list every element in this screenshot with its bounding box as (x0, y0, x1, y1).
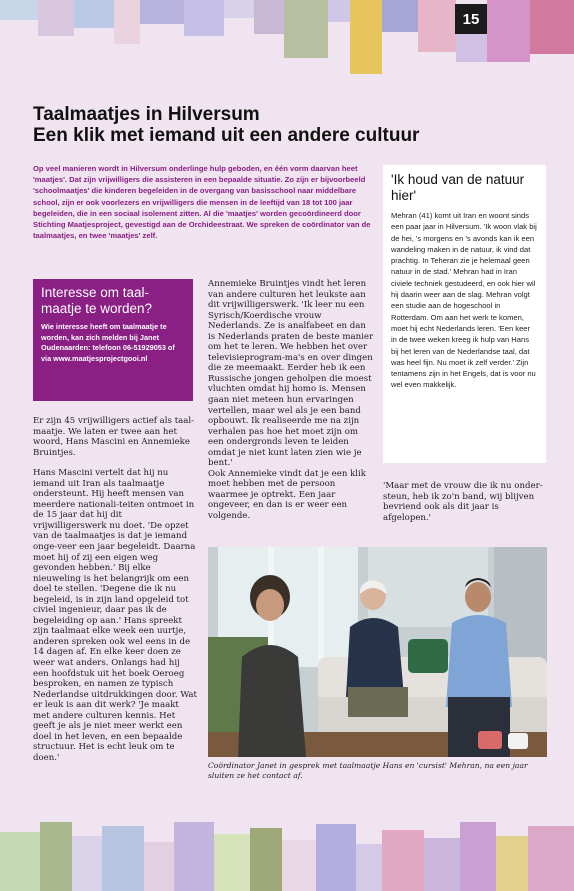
info-box-heading: Interesse om taal-maatje te worden? (41, 285, 153, 316)
quote-box-heading: 'Ik houd van de natuur hier' (391, 172, 525, 203)
photo-caption: Coördinator Janet in gesprek met taalmaatje Hans en 'cursist' Mehran, na een jaar sluiten ze het contact af. (208, 761, 528, 781)
info-box (33, 279, 193, 401)
column-middle (208, 279, 375, 522)
column-middle-paragraph-2: Ook Annemieke vindt dat je een klik moet hebben met de persoon waarmee je optrekt. Een jaar ongeveer, en dan is er weer een volgende. (208, 468, 366, 522)
photo-illustration (208, 547, 547, 757)
top-color-band (0, 0, 574, 74)
column-right (383, 481, 546, 523)
column-left-paragraph-2: Hans Mascini vertelt dat hij nu iemand uit Iran als taalmaatje ondersteunt. Hij heeft mensen van meerdere nationali-teiten ontmoet in de 15 jaar dat hij dit vrijwilligerswerk nu doet. 'De opzet van de taalmaatjes is dat je iemand onge-veer een jaar begeleidt. Daarna moet hij of zij een eigen weg gevonden hebben.' Bij elke nieuweling is het belangrijk om een doel te stellen. 'Degene die ik nu begeleid, is in zijn land opgeleid tot civiel ingenieur, daar pas ik de begeleiding op aan.' Hans spreekt zijn taalmaat elke week een uurtje, anderen spreken ook wel eens in de 14 dagen af. En elke keer doen ze weer wat anders. Onlangs had hij een hoofdstuk uit het boek Oeroeg besproken, en namen ze typisch Nederlandse uitdrukkingen door. Wat er leuk is aan dit werk? 'Je maakt met andere culturen kennis. Het geeft je als je niet meer werkt een doel in het leven, en een bepaalde structuur. Het is echt leuk om te doen.' (33, 468, 198, 763)
page-number: 15 (455, 4, 487, 34)
article-photo (208, 547, 547, 757)
article-title: Taalmaatjes in Hilversum (33, 104, 260, 125)
article-subtitle: Een klik met iemand uit een andere cultuur (33, 125, 420, 146)
info-box-body: Wie interesse heeft om taalmaatje te worden, kan zich melden bij Janet Oudenaarden: telefoon 06-51929053 of via www.maatjesprojectgooi.nl (41, 322, 175, 363)
sidebar-quote-box (383, 165, 546, 463)
column-left-paragraph-1: Er zijn 45 vrijwilligers actief als taal-maatje. We laten er twee aan het woord, Hans Mascini en Annemieke Bruintjes. (33, 416, 195, 458)
bottom-color-band (0, 822, 574, 891)
column-right-paragraph: 'Maar met de vrouw die ik nu onder-steun, heb ik zo'n band, wij blijven bevriend ook als dit jaar is afgelopen.' (383, 481, 543, 523)
column-middle-paragraph-1: Annemieke Bruintjes vindt het leren van andere culturen het leukste aan dit vrijwilligerswerk. 'Ik leer nu een Syrisch/Koerdische vrouw Nederlands. Ze is analfabeet en dan is Nederlands praten de beste manier om het te leren. We hebben het over televisieprogram-ma's en over dingen die ze meemaakt. Eerder heb ik een Russische jongen geholpen die moest vluchten omdat hij homo is. Mensen gaan niet meteen hun ervaringen vertellen, maar wel als je een band opbouwt. Ik realiseerde me na zijn verhalen pas hoe het moet zijn om een ondergronds leven te leiden omdat je niet kunt laten zien wie je bent.' (208, 279, 374, 469)
quote-box-body: Mehran (41) komt uit Iran en woont sinds een paar jaar in Hilversum. 'Ik woon vlak bij de hei, 's morgens en 's avonds kan ik een wandeling maken in de natuur, ik vind dat prachtig. In Teheran zie je helemaal geen natuur in de stad.' Mehran had in Iran civiele techniek gestudeerd, en ook hier wil hij daarin weer aan de slag. Mehran volgt een studie aan de hogeschool in Rotterdam. Om aan het werk te komen, moet hij echt Nederlands leren. 'Een keer in de twee weken kreeg ik hulp van Hans bij het leren van de Nederlandse taal, dat was heel fijn. Nu moet ik zelf verder.' Zijn tentamens zijn in het Engels, dat is voor nu wel even makkelijk. (391, 211, 537, 390)
article-intro: Op veel manieren wordt in Hilversum onderlinge hulp geboden, en één vorm daarvan heet 'maatjes'. Dat zijn vrijwilligers die assisteren in een bepaalde situatie. Zo zijn er bijvoorbeeld 'schoolmaatjes' die kinderen begeleiden in de overgang van basisschool naar middelbare school, zijn er ook voorlezers en vrijwilligers die mensen in de leeftijd van 18 tot 100 jaar begeleiden, die in een sociaal isolement zitten. Al die 'maatjes' worden gecoördineerd door Stichting Maatjesproject, gevestigd aan de Orchideestraat. We spreken de coördinator van de taalmaatjes, en twee 'maatjes' zelf. (33, 164, 371, 241)
column-left (33, 416, 197, 764)
